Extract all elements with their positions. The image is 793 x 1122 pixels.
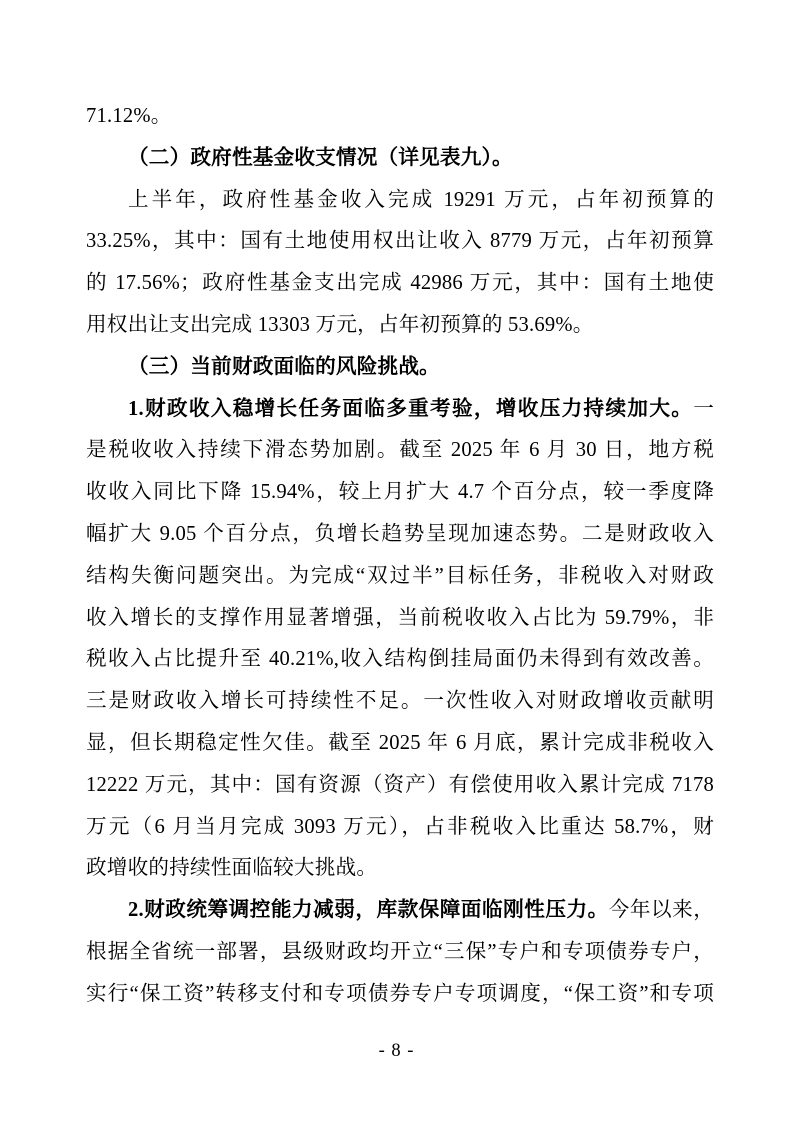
body-line: [86, 639, 714, 681]
body-text-segment: 是税收收入持续下滑态势加剧。截至 2025 年 6 月 30 日，地方税: [86, 439, 714, 462]
body-text-segment: 收入增长的支撑作用显著增强，当前税收收入占比为 59.79%，非: [86, 606, 714, 629]
body-line: [86, 430, 714, 472]
body-text-segment: 根据全省统一部署，县级财政均开立“三保”专户和专项债券专户，: [86, 940, 714, 963]
body-text-segment: 税收入占比提升至 40.21%,收入结构倒挂局面仍未得到有效改善。: [86, 648, 714, 671]
body-line: [86, 556, 714, 598]
bold-text-segment: （二）政府性基金收支情况（详见表九）。: [128, 146, 513, 169]
continuation-line: [86, 96, 714, 138]
body-text-segment: 收收入同比下降 15.94%，较上月扩大 4.7 个百分点，较一季度降: [86, 481, 714, 504]
body-line: [86, 221, 714, 263]
body-text-segment: 71.12%。: [86, 105, 172, 127]
body-text-segment: 33.25%，其中：国有土地使用权出让收入 8779 万元，占年初预算: [86, 230, 714, 253]
bold-text-segment: 1.财政收入稳增长任务面临多重考验，增收压力持续加大。: [128, 397, 694, 420]
body-line: [86, 305, 714, 347]
body-line: [86, 932, 714, 974]
body-line: [86, 180, 714, 222]
body-line-with-lead-2: [86, 890, 714, 932]
body-text-segment: 今年以来，: [608, 899, 714, 922]
section-heading-3: [86, 347, 714, 389]
body-text-segment: 结构失衡问题突出。为完成“双过半”目标任务，非税收入对财政: [86, 564, 714, 587]
document-lines: [86, 96, 714, 1016]
body-text-segment: 的 17.56%；政府性基金支出完成 42986 万元，其中：国有土地使: [86, 272, 714, 295]
body-text-segment: 三是财政收入增长可持续性不足。一次性收入对财政增收贡献明: [86, 690, 714, 713]
section-heading-2: [86, 138, 714, 180]
body-text-segment: 一: [693, 397, 714, 420]
body-text-segment: 政增收的持续性面临较大挑战。: [86, 857, 378, 880]
body-text-segment: 上半年，政府性基金收入完成 19291 万元，占年初预算的: [128, 188, 714, 211]
body-line: [86, 723, 714, 765]
body-line: [86, 807, 714, 849]
body-line: [86, 765, 714, 807]
body-line: [86, 974, 714, 1016]
body-line: [86, 848, 714, 890]
bold-text-segment: （三）当前财政面临的风险挑战。: [128, 355, 440, 378]
body-line-with-lead-1: [86, 389, 714, 431]
body-line: [86, 472, 714, 514]
page-number: - 8 -: [378, 1041, 415, 1061]
bold-text-segment: 2.财政统筹调控能力减弱，库款保障面临刚性压力。: [128, 899, 609, 922]
body-text-segment: 实行“保工资”转移支付和专项债券专户专项调度，“保工资”和专项: [86, 982, 714, 1005]
body-text-segment: 12222 万元，其中：国有资源（资产）有偿使用收入累计完成 7178: [86, 773, 714, 796]
body-text-segment: 用权出让支出完成 13303 万元，占年初预算的 53.69%。: [86, 313, 594, 336]
body-line: [86, 598, 714, 640]
body-text-segment: 显，但长期稳定性欠佳。截至 2025 年 6 月底，累计完成非税收入: [86, 731, 714, 754]
body-line: [86, 514, 714, 556]
body-line: [86, 263, 714, 305]
body-line: [86, 681, 714, 723]
body-text-segment: 万元（6 月当月完成 3093 万元），占非税收入比重达 58.7%，财: [86, 815, 714, 838]
body-text-segment: 幅扩大 9.05 个百分点，负增长趋势呈现加速态势。二是财政收入: [86, 522, 714, 545]
